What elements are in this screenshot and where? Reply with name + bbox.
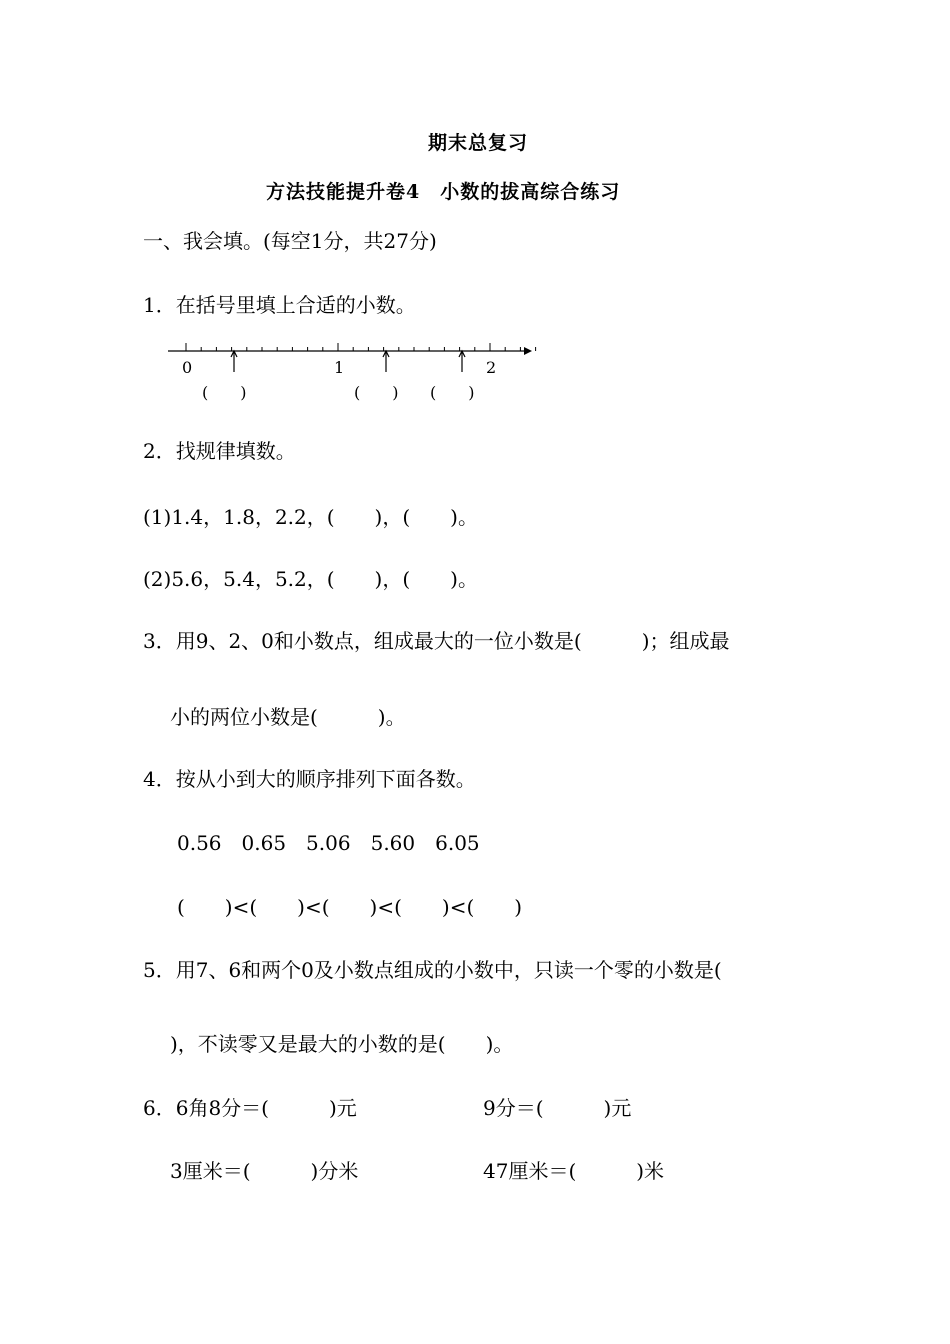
question-6-b: 9分＝( )元 xyxy=(483,1096,632,1120)
axis-arrowhead xyxy=(524,347,532,355)
page-subtitle: 方法技能提升卷4 小数的拔高综合练习 xyxy=(266,181,621,203)
question-3-line-1: 3．用9、2、0和小数点，组成最大的一位小数是( )；组成最 xyxy=(143,629,730,653)
question-6-c: 3厘米＝( )分米 xyxy=(170,1159,359,1183)
question-1-text: 1．在括号里填上合适的小数。 xyxy=(143,293,416,317)
question-4-order-blanks: ( )<( )<( )<( )<( ) xyxy=(177,895,523,919)
arrow-1 xyxy=(231,351,237,372)
question-5-line-2: )，不读零又是最大的小数的是( )。 xyxy=(170,1032,514,1056)
numline-blank-2[interactable]: ( ) xyxy=(354,383,399,402)
question-6-d: 47厘米＝( )米 xyxy=(483,1159,665,1183)
question-2-part-1: (1)1.4，1.8，2.2，( )，( )。 xyxy=(143,505,478,529)
question-2-part-2: (2)5.6，5.4，5.2，( )，( )。 xyxy=(143,567,478,591)
numline-blank-3[interactable]: ( ) xyxy=(430,383,475,402)
arrow-3 xyxy=(459,351,465,372)
question-4-text: 4．按从小到大的顺序排列下面各数。 xyxy=(143,767,476,791)
numline-label-0: 0 xyxy=(182,358,193,377)
question-6-a: 6．6角8分＝( )元 xyxy=(143,1096,357,1120)
numline-blank-1[interactable]: ( ) xyxy=(202,383,247,402)
section-heading: 一、我会填。(每空1分，共27分) xyxy=(143,229,437,253)
arrow-2 xyxy=(383,351,389,372)
question-2-text: 2．找规律填数。 xyxy=(143,439,296,463)
page-title: 期末总复习 xyxy=(428,132,529,154)
numline-label-1: 1 xyxy=(334,358,345,377)
question-4-numbers: 0.56 0.65 5.06 5.60 6.05 xyxy=(177,831,480,855)
question-3-line-2: 小的两位小数是( )。 xyxy=(170,705,406,729)
numline-label-2: 2 xyxy=(486,358,497,377)
tick-marks xyxy=(186,343,536,351)
question-5-line-1: 5．用7、6和两个0及小数点组成的小数中，只读一个零的小数是( xyxy=(143,958,722,982)
